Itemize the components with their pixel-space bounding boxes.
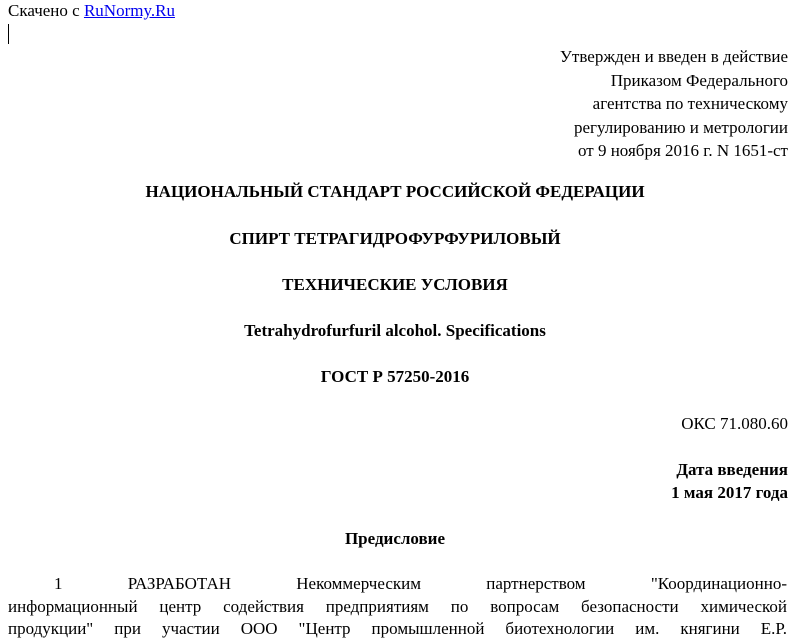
paragraph-line: информационный центр содействия предприятиям по вопросам безопасности химической [8,596,787,616]
text-cursor [8,24,9,44]
intro-date-value: 1 мая 2017 года [671,483,788,502]
approval-line: Приказом Федерального [610,70,788,90]
paragraph-line: продукции" при участии ООО "Центр промышленной биотехнологии им. княгини Е.Р. [8,619,787,638]
oks-code: ОКС 71.080.60 [681,414,788,433]
approval-line: Утвержден и введен в действие [559,47,788,66]
download-prefix: Скачено с [8,1,84,20]
site-link[interactable]: RuNormy.Ru [83,1,175,20]
approval-block [560,45,788,163]
preface-paragraph [8,573,787,641]
approval-line: агентства по техническому [592,94,788,113]
approval-line: регулированию и метрологии [573,117,788,137]
english-title: Tetrahydrofurfuril alcohol. Specifications [244,321,546,340]
approval-line: от 9 ноября 2016 г. N 1651-ст [578,141,788,160]
product-title: СПИРТ ТЕТРАГИДРОФУРФУРИЛОВЫЙ [229,229,561,248]
conditions-title: ТЕХНИЧЕСКИЕ УСЛОВИЯ [282,275,508,294]
download-source [8,1,175,21]
preface-heading: Предисловие [344,529,446,548]
paragraph-line: 1 РАЗРАБОТАН Некоммерческим партнерством "Координационно- [54,574,787,593]
gost-number: ГОСТ Р 57250-2016 [320,367,470,386]
intro-date-label: Дата введения [676,460,788,479]
standard-title: НАЦИОНАЛЬНЫЙ СТАНДАРТ РОССИЙСКОЙ ФЕДЕРАЦИИ [145,182,645,201]
